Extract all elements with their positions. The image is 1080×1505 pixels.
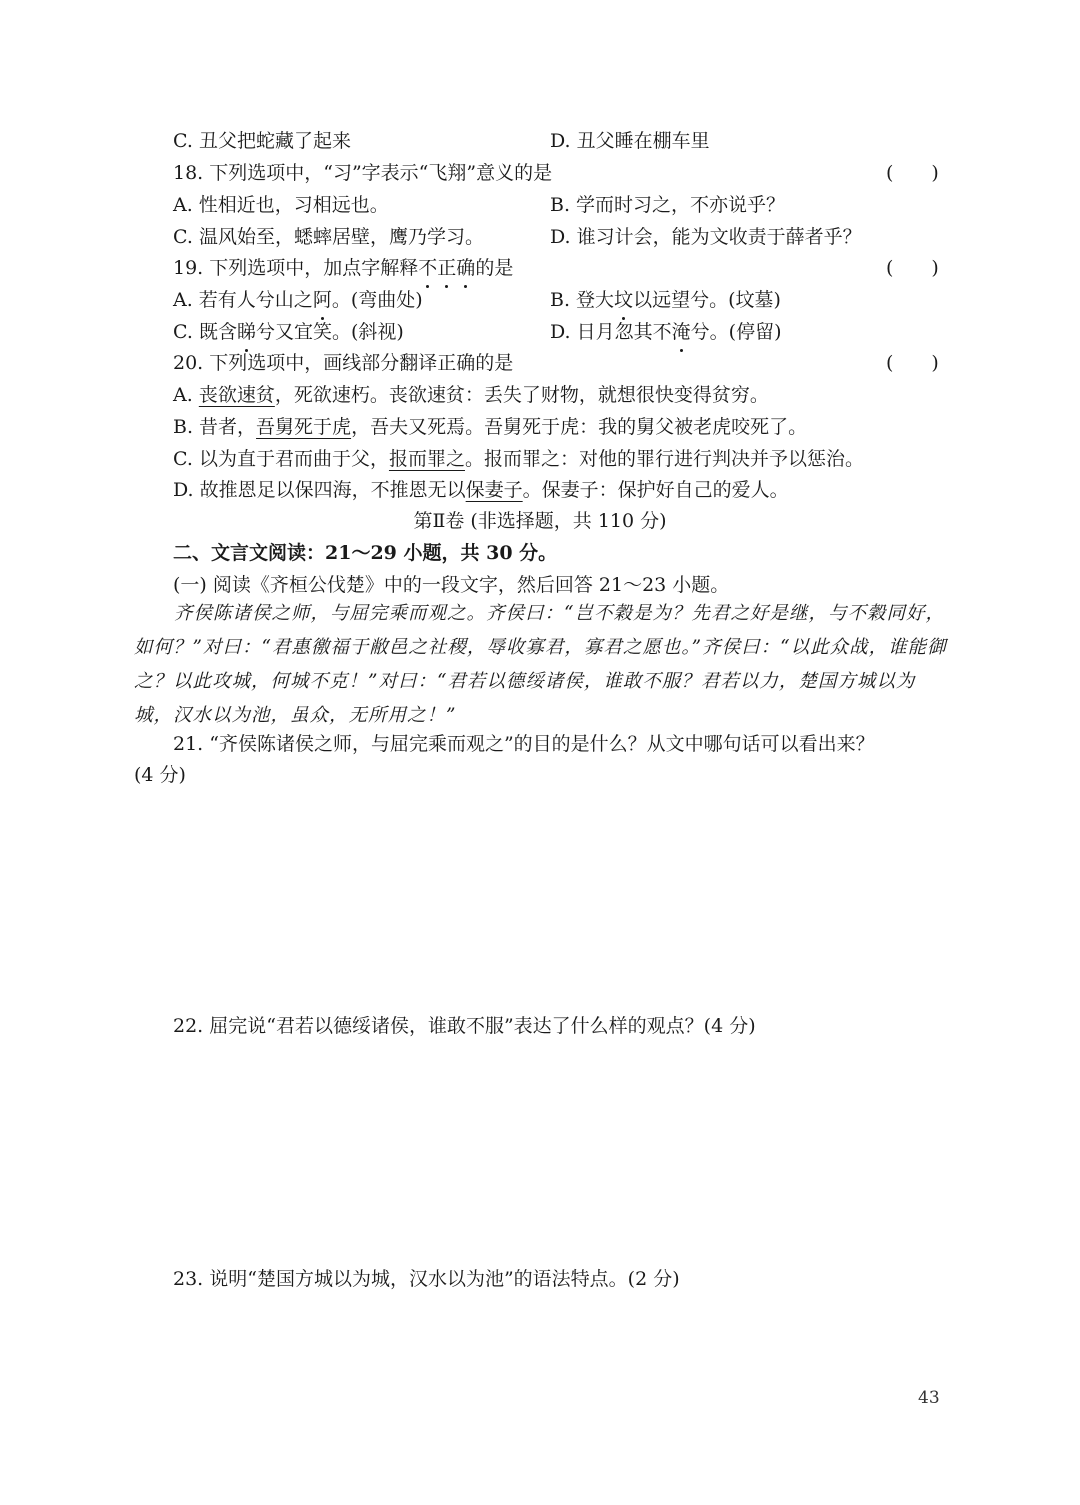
q19-stem (173, 256, 513, 280)
underlined-phrase: 保妻子 (465, 479, 523, 501)
q21-question: 21. “齐侯陈诸侯之师，与屈完乘而观之”的目的是什么？从文中哪句话可以看出来？ (173, 733, 875, 755)
q23-question: 23. 说明“楚国方城以为城，汉水以为池”的语法特点。(2 分) (173, 1268, 680, 1290)
option-text: 兮又宜笑。(斜视) (255, 321, 404, 343)
dotted-char: 睇 (236, 321, 256, 343)
q18-option-b: B. 学而时习之，不亦说乎？ (550, 194, 786, 216)
option-text: C. 以为直于君而曲于父， (173, 448, 389, 470)
q18-option-c: C. 温风始至，蟋蟀居壁，鹰乃学习。 (173, 226, 484, 248)
q19-option-c (173, 320, 404, 344)
q22-answer-space (134, 1050, 950, 1250)
q19-stem-dotted-char: 正 (437, 257, 457, 279)
q19-stem-text: 19. 下列选项中，加点字解释 (173, 257, 419, 279)
q19-stem-dotted-char: 确 (456, 257, 476, 279)
q17-option-d: D. 丑父睡在棚车里 (550, 130, 710, 152)
q20-option-c (173, 447, 864, 471)
dotted-char: 坟 (614, 289, 634, 311)
q19-stem-text: 的是 (475, 257, 514, 279)
dotted-char: 阿 (312, 289, 332, 311)
option-text: 以远望兮。(坟墓) (633, 289, 781, 311)
q20-option-d (173, 478, 789, 502)
q19-option-d (550, 320, 781, 344)
q22-question: 22. 屈完说“君若以德绥诸侯，谁敢不服”表达了什么样的观点？(4 分) (173, 1015, 756, 1037)
underlined-phrase: 丧欲速贫 (198, 384, 275, 406)
q20-option-b (173, 415, 807, 439)
q18-option-d: D. 谁习计会，能为文收责于薛者乎？ (550, 226, 862, 248)
subsection-instruction: (一) 阅读《齐桓公伐楚》中的一段文字，然后回答 21～23 小题。 (173, 574, 730, 596)
q18-option-a: A. 性相近也，习相远也。 (173, 194, 389, 216)
q19-answer-blank: ( ) (886, 257, 939, 279)
option-text: B. 昔者， (173, 416, 257, 438)
option-text: D. 日月忽其不 (550, 321, 672, 343)
q21-score: (4 分) (134, 764, 186, 786)
option-text: ，吾夫又死焉。吾舅死于虎：我的舅父被老虎咬死了。 (351, 416, 808, 438)
option-text: ，死欲速朽。丧欲速贫：丢失了财物，就想很快变得贫穷。 (274, 384, 769, 406)
part-two-title: 第Ⅱ卷 (非选择题，共 110 分) (413, 510, 667, 532)
option-text: 。保妻子：保护好自己的爱人。 (522, 479, 789, 501)
option-text: 兮。(停留) (690, 321, 782, 343)
q20-answer-blank: ( ) (886, 352, 939, 374)
option-text: B. 登大 (550, 289, 615, 311)
q23-answer-space (134, 1300, 950, 1380)
option-text: A. 若有人兮山之 (173, 289, 313, 311)
option-text: 。报而罪之：对他的罪行进行判决并予以惩治。 (464, 448, 864, 470)
classical-passage: 齐侯陈诸侯之师，与屈完乘而观之。齐侯曰：“岂不穀是为？先君之好是继，与不穀同好，如何？”对曰：“君惠徼福于敝邑之社稷，辱收寡君，寡君之愿也。”齐侯曰：“以此众战，谁能御之？以此攻城，何城不克！”对曰：“君若以德绥诸侯，谁敢不服？君若以力，楚国方城以为城，汉水以为池，虽众，无所用之！” (134, 603, 947, 726)
underlined-phrase: 报而罪之 (388, 448, 465, 470)
dotted-char: 淹 (671, 321, 691, 343)
option-text: C. 既含 (173, 321, 237, 343)
underlined-phrase: 吾舅死于虎 (256, 416, 352, 438)
q17-option-c: C. 丑父把蛇藏了起来 (173, 130, 351, 152)
q19-option-a (173, 288, 423, 312)
q19-option-b (550, 288, 781, 312)
q18-stem: 18. 下列选项中，“习”字表示“飞翔”意义的是 (173, 162, 553, 184)
q18-answer-blank: ( ) (886, 162, 939, 184)
section-heading: 二、文言文阅读：21～29 小题，共 30 分。 (173, 542, 558, 564)
q20-option-a (173, 383, 769, 407)
q21-answer-space (134, 800, 950, 1000)
q19-stem-dotted-char: 不 (418, 257, 438, 279)
page-number: 43 (918, 1388, 940, 1408)
option-text: A. (173, 384, 199, 406)
option-text: 。(弯曲处) (331, 289, 423, 311)
option-text: D. 故推恩足以保四海，不推恩无以 (173, 479, 466, 501)
q20-stem: 20. 下列选项中，画线部分翻译正确的是 (173, 352, 514, 374)
